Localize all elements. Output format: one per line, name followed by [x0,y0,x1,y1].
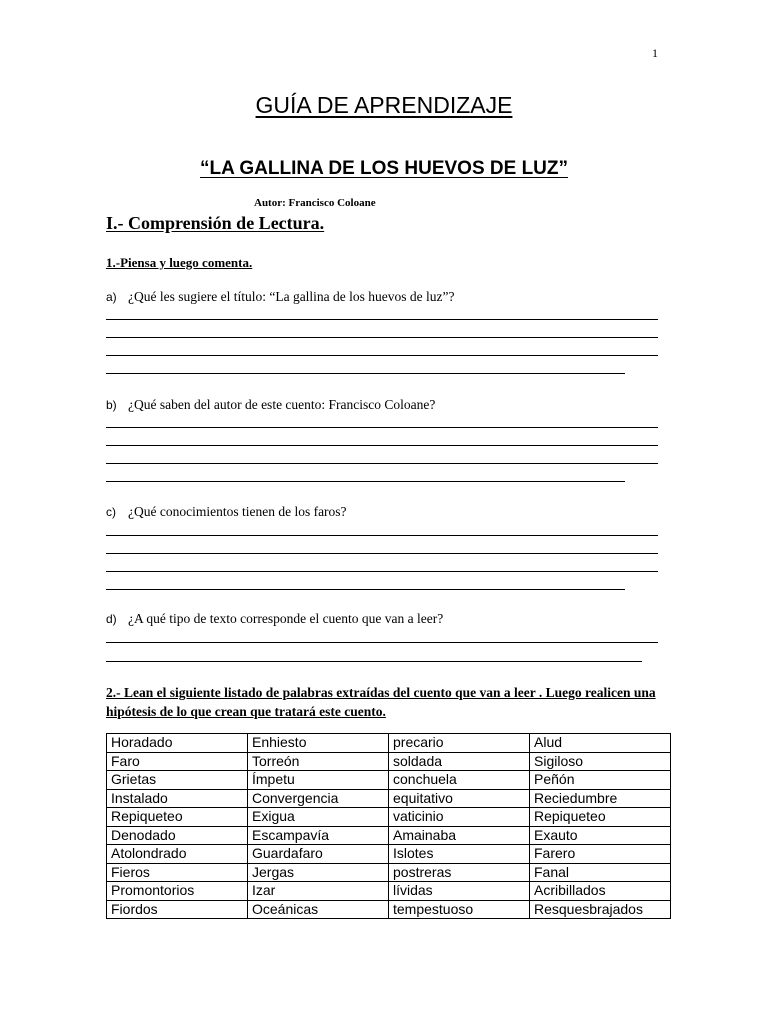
question-c [106,504,347,520]
answer-line [106,337,658,338]
table-cell: Repiqueteo [107,808,248,827]
answer-line [106,481,625,482]
answer-line [106,661,642,662]
table-cell: Islotes [389,845,530,864]
answer-line [106,355,658,356]
answer-line [106,427,658,428]
table-row [107,845,671,864]
page-number: 1 [652,46,658,60]
answer-line [106,535,658,536]
question-text: ¿A qué tipo de texto corresponde el cuento que van a leer? [128,611,444,626]
question-letter: a) [106,290,117,304]
question-letter: d) [106,612,117,626]
question-text: ¿Qué conocimientos tienen de los faros? [128,504,347,519]
table-cell: Amainaba [389,826,530,845]
table-row [107,771,671,790]
table-cell: Fieros [107,863,248,882]
table-cell: Izar [248,882,389,901]
answer-line [106,553,658,554]
question-b [106,397,435,413]
table-cell: Promontorios [107,882,248,901]
answer-line [106,373,625,374]
story-title: “LA GALLINA DE LOS HUEVOS DE LUZ” [199,158,569,179]
table-cell: postreras [389,863,530,882]
table-cell: Alud [530,734,671,753]
table-cell: Horadado [107,734,248,753]
item1-heading: 1.-Piensa y luego comenta. [106,255,253,270]
table-cell: Fanal [530,863,671,882]
table-cell: vaticinio [389,808,530,827]
table-cell: soldada [389,752,530,771]
item2-instructions: 2.- Lean el siguiente listado de palabras extraídas del cuento que van a leer . Luego realicen una hipótesis de lo que crean que tratará este cuento. [106,685,656,719]
vocabulary-table [106,733,671,919]
document-title: GUÍA DE APRENDIZAJE [255,92,513,118]
answer-line [106,319,658,320]
table-cell: lívidas [389,882,530,901]
table-cell: Torreón [248,752,389,771]
table-cell: Fiordos [107,900,248,919]
table-row [107,752,671,771]
table-cell: Jergas [248,863,389,882]
section-heading: I.- Comprensión de Lectura. [106,213,325,233]
table-cell: Acribillados [530,882,671,901]
table-cell: tempestuoso [389,900,530,919]
question-d [106,611,443,627]
question-a [106,289,455,305]
answer-line [106,571,658,572]
table-cell: Exigua [248,808,389,827]
table-cell: Sigiloso [530,752,671,771]
table-cell: Farero [530,845,671,864]
table-cell: equitativo [389,789,530,808]
table-row [107,900,671,919]
author-line: Autor: Francisco Coloane [254,197,376,209]
question-text: ¿Qué les sugiere el título: “La gallina de los huevos de luz”? [128,289,455,304]
table-cell: Escampavía [248,826,389,845]
table-cell: Repiqueteo [530,808,671,827]
table-cell: Grietas [107,771,248,790]
table-cell: Reciedumbre [530,789,671,808]
table-cell: Resquesbrajados [530,900,671,919]
table-row [107,734,671,753]
table-cell: Exauto [530,826,671,845]
table-cell: Convergencia [248,789,389,808]
table-row [107,826,671,845]
table-cell: Instalado [107,789,248,808]
table-row [107,789,671,808]
table-cell: precario [389,734,530,753]
question-text: ¿Qué saben del autor de este cuento: Francisco Coloane? [128,397,436,412]
table-row [107,882,671,901]
table-cell: Faro [107,752,248,771]
answer-line [106,589,625,590]
answer-line [106,445,658,446]
answer-line [106,642,658,643]
table-cell: conchuela [389,771,530,790]
table-cell: Atolondrado [107,845,248,864]
table-row [107,863,671,882]
table-cell: Oceánicas [248,900,389,919]
answer-line [106,463,658,464]
table-row [107,808,671,827]
table-cell: Enhiesto [248,734,389,753]
table-cell: Peñón [530,771,671,790]
table-cell: Denodado [107,826,248,845]
question-letter: c) [106,505,116,519]
table-cell: Ímpetu [248,771,389,790]
question-letter: b) [106,398,117,412]
table-cell: Guardafaro [248,845,389,864]
